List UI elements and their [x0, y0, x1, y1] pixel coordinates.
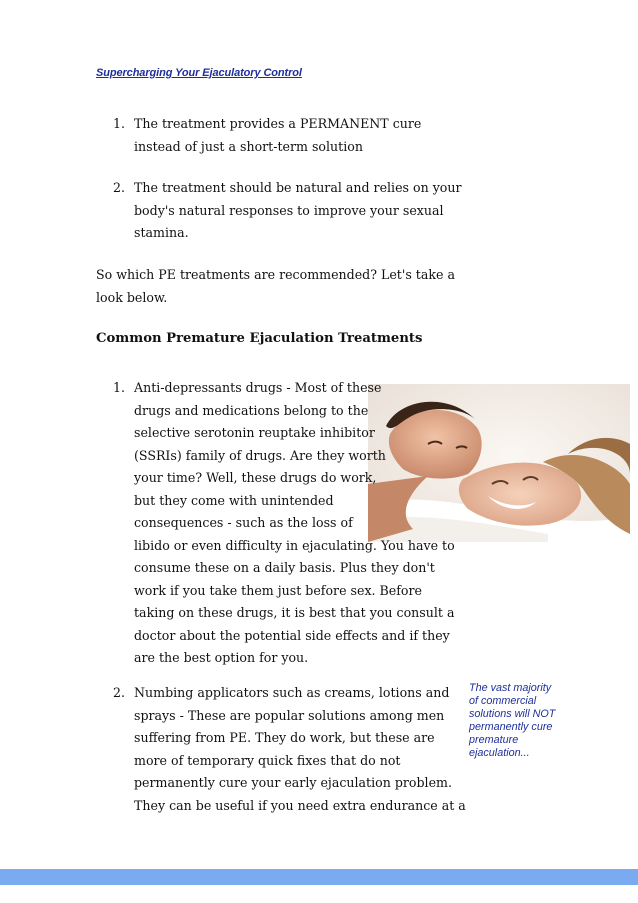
text-line: instead of just a short-term solution	[134, 138, 363, 154]
callout-line: solutions will NOT	[469, 708, 556, 720]
text-line: consume these on a daily basis. Plus they don't	[134, 560, 435, 575]
list-item-text	[134, 377, 455, 670]
text-line: selective serotonin reuptake inhibitor	[134, 425, 375, 440]
callout-line: permanently cure	[469, 721, 553, 733]
list-item-text	[134, 682, 466, 817]
text-line: consequences - such as the loss of	[134, 515, 353, 530]
callout-line: The vast majority	[469, 682, 552, 694]
intro-paragraph	[96, 264, 455, 309]
callout-line: ejaculation...	[469, 747, 530, 759]
text-line: but they come with unintended	[134, 492, 334, 508]
text-line: Numbing applicators such as creams, lotions and	[134, 685, 450, 700]
text-line: look below.	[96, 289, 168, 305]
list-number: 1.	[113, 116, 126, 131]
callout-note	[469, 682, 579, 760]
text-line: sprays - These are popular solutions among men	[134, 707, 445, 723]
text-line: permanently cure your early ejaculation problem.	[134, 775, 452, 790]
chapter-title-link[interactable]: Supercharging Your Ejaculatory Control	[96, 67, 302, 79]
text-line: work if you take them just before sex. Before	[134, 582, 422, 598]
text-line: your time? Well, these drugs do work,	[134, 470, 377, 485]
list-number: 2.	[113, 180, 126, 195]
text-line: drugs and medications belong to the	[134, 402, 369, 418]
text-line: They can be useful if you need extra endurance at a	[134, 797, 466, 813]
text-line: The treatment provides a PERMANENT cure	[134, 116, 422, 131]
list-item-text	[134, 177, 462, 245]
text-line: stamina.	[134, 225, 189, 240]
text-line: So which PE treatments are recommended? Let's take a	[96, 267, 455, 282]
text-line: body's natural responses to improve your sexual	[134, 202, 444, 218]
list-number: 1.	[113, 380, 126, 395]
text-line: suffering from PE. They do work, but these are	[134, 730, 435, 745]
text-line: are the best option for you.	[134, 650, 309, 665]
text-line: (SSRIs) family of drugs. Are they worth	[134, 447, 386, 463]
callout-line: of commercial	[469, 695, 537, 707]
section-heading: Common Premature Ejaculation Treatments	[96, 331, 423, 346]
text-line: Anti-depressants drugs - Most of these	[134, 380, 382, 395]
text-line: taking on these drugs, it is best that you consult a	[134, 605, 455, 620]
list-item-text	[134, 113, 421, 158]
text-line: The treatment should be natural and relies on your	[134, 180, 462, 195]
callout-line: premature	[469, 734, 519, 746]
footer-bar	[0, 869, 638, 885]
list-number: 2.	[113, 685, 126, 700]
text-line: more of temporary quick fixes that do not	[134, 752, 401, 768]
text-line: doctor about the potential side effects and if they	[134, 627, 450, 643]
text-line: libido or even difficulty in ejaculating. You have to	[134, 537, 455, 553]
